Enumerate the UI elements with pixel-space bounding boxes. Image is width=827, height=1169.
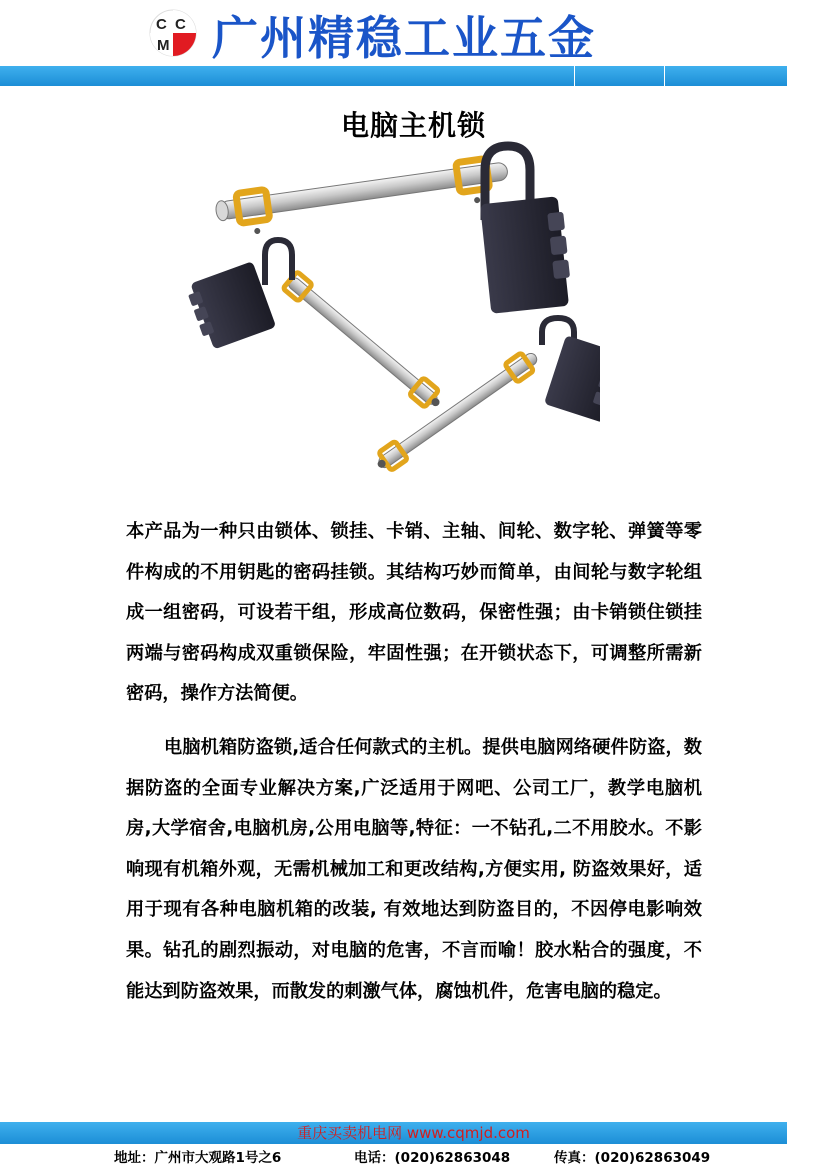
footer-address: 地址：广州市大观路1号之6: [114, 1150, 282, 1166]
header-band-divider: [574, 66, 575, 86]
product-illustration: [180, 140, 600, 490]
product-description-paragraph: 本产品为一种只由锁体、锁挂、卡销、主轴、间轮、数字轮、弹簧等零件构成的不用钥匙的密码挂锁。其结构巧妙而简单，由间轮与数字轮组成一组密码，可设若干组，形成高位数码，保密性强；由卡销锁住锁挂两端与密码构成双重锁保险，牢固性强；在开锁状态下，可调整所需新密码，操作方法简便。: [126, 521, 702, 705]
footer-fax: 传真：(020)62863049: [554, 1150, 711, 1166]
footer-phone: 电话：(020)62863048: [354, 1150, 511, 1166]
large-lock-assembly: [214, 146, 573, 314]
small-lock-assembly: [372, 318, 600, 475]
product-features-paragraph: 电脑机箱防盗锁,适合任何款式的主机。提供电脑网络硬件防盗，数据防盗的全面专业解决方案,广泛适用于网吧、公司工厂，教学电脑机房,大学宿舍,电脑机房,公用电脑等,特征：一不钻孔,二不用胶水。不影响现有机箱外观，无需机械加工和更改结构,方便实用, 防盗效果好，适用于现有各种电脑机箱的改装, 有效地达到防盗目的，不因停电影响效果。钻孔的剧烈振动，对电脑的危害，不言而喻！胶水粘合的强度，不能达到防盗效果，而散发的刺激气体，腐蚀机件，危害电脑的稳定。: [126, 737, 702, 1002]
logo-letter-1: C: [156, 16, 167, 33]
footer-website[interactable]: 重庆买卖机电网 www.cqmjd.com: [297, 1124, 530, 1142]
company-name: 广州精稳工业五金: [212, 11, 596, 65]
document-title: 电脑主机锁: [340, 109, 486, 142]
logo-letter-2: C: [175, 16, 186, 33]
header-band: [0, 66, 787, 86]
company-logo-icon: [148, 8, 198, 58]
footer-contact: [114, 1146, 710, 1166]
logo-letter-3: M: [157, 37, 170, 54]
header-band-divider: [664, 66, 665, 86]
medium-lock-assembly: [185, 240, 446, 413]
